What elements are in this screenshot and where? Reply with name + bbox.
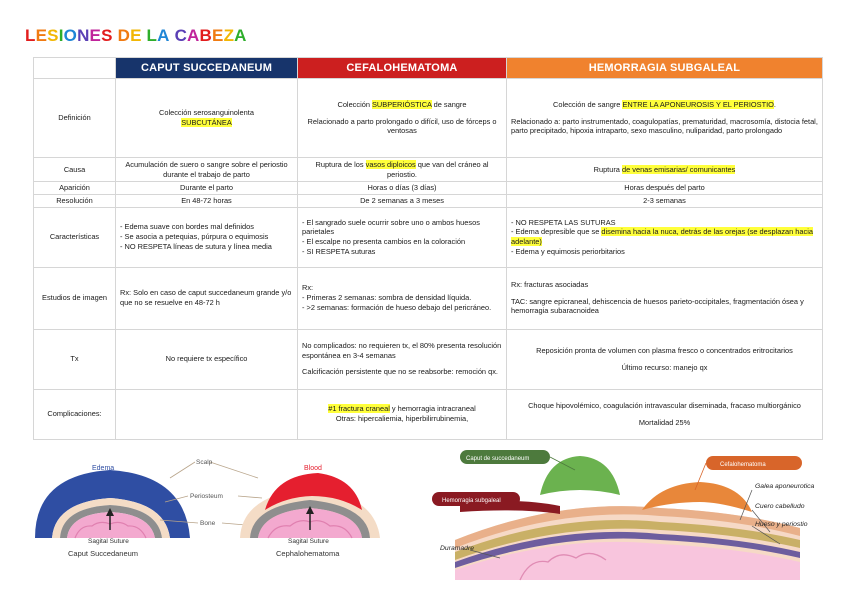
scalp-label: Scalp xyxy=(196,459,213,466)
cell-cefalo-estudios: Rx: - Primeras 2 semanas: sombra de densidad líquida. - >2 semanas: formación de hueso debajo del pericráneo. xyxy=(298,267,507,329)
cell-caput-complicaciones xyxy=(116,389,298,439)
row-caracteristicas xyxy=(34,207,823,267)
cell-cefalo-definicion: Colección SUBPERIÓSTICA de sangre Relacionado a parto prolongado o difícil, uso de fórceps o ventosas xyxy=(298,79,507,158)
bone-label: Bone xyxy=(200,520,216,527)
highlight: de venas emisarias/ comunicantes xyxy=(621,164,736,174)
subgaleal-diagram xyxy=(432,450,815,580)
row-estudios xyxy=(34,267,823,329)
subgaleal-right-label: Hemorragia subgaleal xyxy=(442,498,501,504)
cell-subgaleal-caracteristicas: - NO RESPETA LAS SUTURAS - Edema depresible que se disemina hacia la nuca, detrás de las orejas (se desplazan hacia adelante) - Edema y equimosis periorbitarios xyxy=(507,207,823,267)
row-label: Características xyxy=(34,207,116,267)
row-label: Estudios de imagen xyxy=(34,267,116,329)
title-letter: A xyxy=(157,26,170,45)
highlight: vasos diploicos xyxy=(365,159,416,169)
comparison-table xyxy=(33,57,823,440)
row-label: Complicaciones: xyxy=(34,389,116,439)
header-empty xyxy=(34,58,116,79)
row-label: Tx xyxy=(34,329,116,389)
row-label: Resolución xyxy=(34,194,116,207)
cell-cefalo-caracteristicas: - El sangrado suele ocurrir sobre uno o ambos huesos parietales - El escalpe no presenta cambios en la coloración - SI RESPETA suturas xyxy=(298,207,507,267)
cell-caput-causa: Acumulación de suero o sangre sobre el periostio durante el trabajo de parto xyxy=(116,158,298,182)
title-letter: E xyxy=(89,26,102,45)
cell-subgaleal-tx: Reposición pronta de volumen con plasma fresco o concentrados eritrocitarios Último recurso: manejo qx xyxy=(507,329,823,389)
cell-subgaleal-causa: Ruptura de venas emisarias/ comunicantes xyxy=(507,158,823,182)
header-caput: CAPUT SUCCEDANEUM xyxy=(116,58,298,79)
cell-cefalo-causa: Ruptura de los vasos diploicos que van del cráneo al periostio. xyxy=(298,158,507,182)
galea-label: Galea aponeurotica xyxy=(755,483,815,490)
highlight: SUBPERIÓSTICA xyxy=(372,99,432,109)
title-letter: A xyxy=(234,26,247,45)
row-tx xyxy=(34,329,823,389)
highlight: disemina hacia la nuca, detrás de las orejas (se desplazan hacia adelante) xyxy=(511,227,813,247)
title-letter: E xyxy=(35,26,48,45)
cell-caput-definicion: Colección serosanguinolenta SUBCUTÁNEA xyxy=(116,79,298,158)
cell-cefalo-resolucion: De 2 semanas a 3 meses xyxy=(298,194,507,207)
title-letter: N xyxy=(77,26,90,45)
cell-cefalo-complicaciones: #1 fractura craneal y hemorragia intracraneal Otras: hipercaliemia, hiperbilirrubinemia, xyxy=(298,389,507,439)
row-definicion xyxy=(34,79,823,158)
caput-diagram xyxy=(35,465,190,558)
hueso-label: Hueso y periostio xyxy=(755,521,808,528)
highlight: #1 fractura craneal xyxy=(328,404,390,414)
header-row xyxy=(34,58,823,79)
cell-subgaleal-complicaciones: Choque hipovolémico, coagulación intravascular diseminada, fracaso multiorgánico Mortalidad 25% xyxy=(507,389,823,439)
title-letter: B xyxy=(199,26,213,45)
cell-caput-caracteristicas: - Edema suave con bordes mal definidos - Se asocia a petequias, púrpura o equimosis - NO RESPETA líneas de sutura y línea media xyxy=(116,207,298,267)
anatomy-illustrations xyxy=(0,440,848,599)
row-label: Definición xyxy=(34,79,116,158)
cell-subgaleal-definicion: Colección de sangre ENTRE LA APONEUROSIS Y EL PERIOSTIO. Relacionado a: parto instrumentado, coagulopatías, prematuridad, macrosomía, distocia fetal, parto precipitado, hipoxia intraparto, sexo masculino, nuliparidad, parto prolongado xyxy=(507,79,823,158)
page-title xyxy=(25,26,247,46)
header-subgaleal: HEMORRAGIA SUBGALEAL xyxy=(507,58,823,79)
blood-label: Blood xyxy=(304,465,322,472)
title-letter: L xyxy=(146,26,158,45)
suture-label-1: Sagital Suture xyxy=(88,538,129,545)
duramadre-label: Duramadre xyxy=(440,545,474,552)
title-letter: L xyxy=(25,26,36,45)
title-letter: Z xyxy=(223,26,235,45)
cell-caput-tx: No requiere tx específico xyxy=(116,329,298,389)
title-letter: S xyxy=(101,26,113,45)
cell-subgaleal-estudios: Rx: fracturas asociadas TAC: sangre epicraneal, dehiscencia de huesos parieto-occipitales, fragmentación ósea y hemorragia subaracnoidea xyxy=(507,267,823,329)
edema-label: Edema xyxy=(92,465,115,472)
cell-cefalo-tx: No complicados: no requieren tx, el 80% presenta resolución espontánea en 3-4 semanas Calcificación persistente que no se reabsorbe: remoción qx. xyxy=(298,329,507,389)
cuero-label: Cuero cabelludo xyxy=(755,503,805,510)
illustrations xyxy=(0,440,848,599)
highlight: ENTRE LA APONEUROSIS Y EL PERIOSTIO xyxy=(622,99,774,109)
cephalohematoma-caption: Cephalohematoma xyxy=(276,549,340,558)
cefalo-right-label: Cefalohematoma xyxy=(720,462,766,468)
row-resolucion xyxy=(34,194,823,207)
header-cefalohematoma: CEFALOHEMATOMA xyxy=(298,58,507,79)
title-letter: D xyxy=(117,26,131,45)
row-label: Aparición xyxy=(34,182,116,195)
row-complicaciones xyxy=(34,389,823,439)
title-letter: O xyxy=(63,26,78,45)
cell-caput-aparicion: Durante el parto xyxy=(116,182,298,195)
row-aparicion xyxy=(34,182,823,195)
cell-subgaleal-resolucion: 2-3 semanas xyxy=(507,194,823,207)
title-letter: A xyxy=(187,26,200,45)
title-letter: E xyxy=(212,26,224,45)
periosteum-label: Periosteum xyxy=(190,493,223,500)
title-letter: C xyxy=(174,26,188,45)
title-letter: I xyxy=(58,26,64,45)
highlight: SUBCUTÁNEA xyxy=(181,118,232,127)
suture-label-2: Sagital Suture xyxy=(288,538,329,545)
caput-bump xyxy=(540,456,620,495)
cell-caput-estudios: Rx: Solo en caso de caput succedaneum grande y/o que no se resuelve en 48-72 h xyxy=(116,267,298,329)
caput-caption: Caput Succedaneum xyxy=(68,549,139,558)
cell-cefalo-aparicion: Horas o días (3 días) xyxy=(298,182,507,195)
cephalohematoma-diagram xyxy=(240,465,380,558)
title-letter: S xyxy=(47,26,59,45)
cell-subgaleal-aparicion: Horas después del parto xyxy=(507,182,823,195)
cell-caput-resolucion: En 48-72 horas xyxy=(116,194,298,207)
row-causa xyxy=(34,158,823,182)
cefalohematoma-bump xyxy=(642,482,752,512)
title-letter: E xyxy=(130,26,142,45)
caput-right-label: Caput de succedaneum xyxy=(466,456,530,462)
row-label: Causa xyxy=(34,158,116,182)
